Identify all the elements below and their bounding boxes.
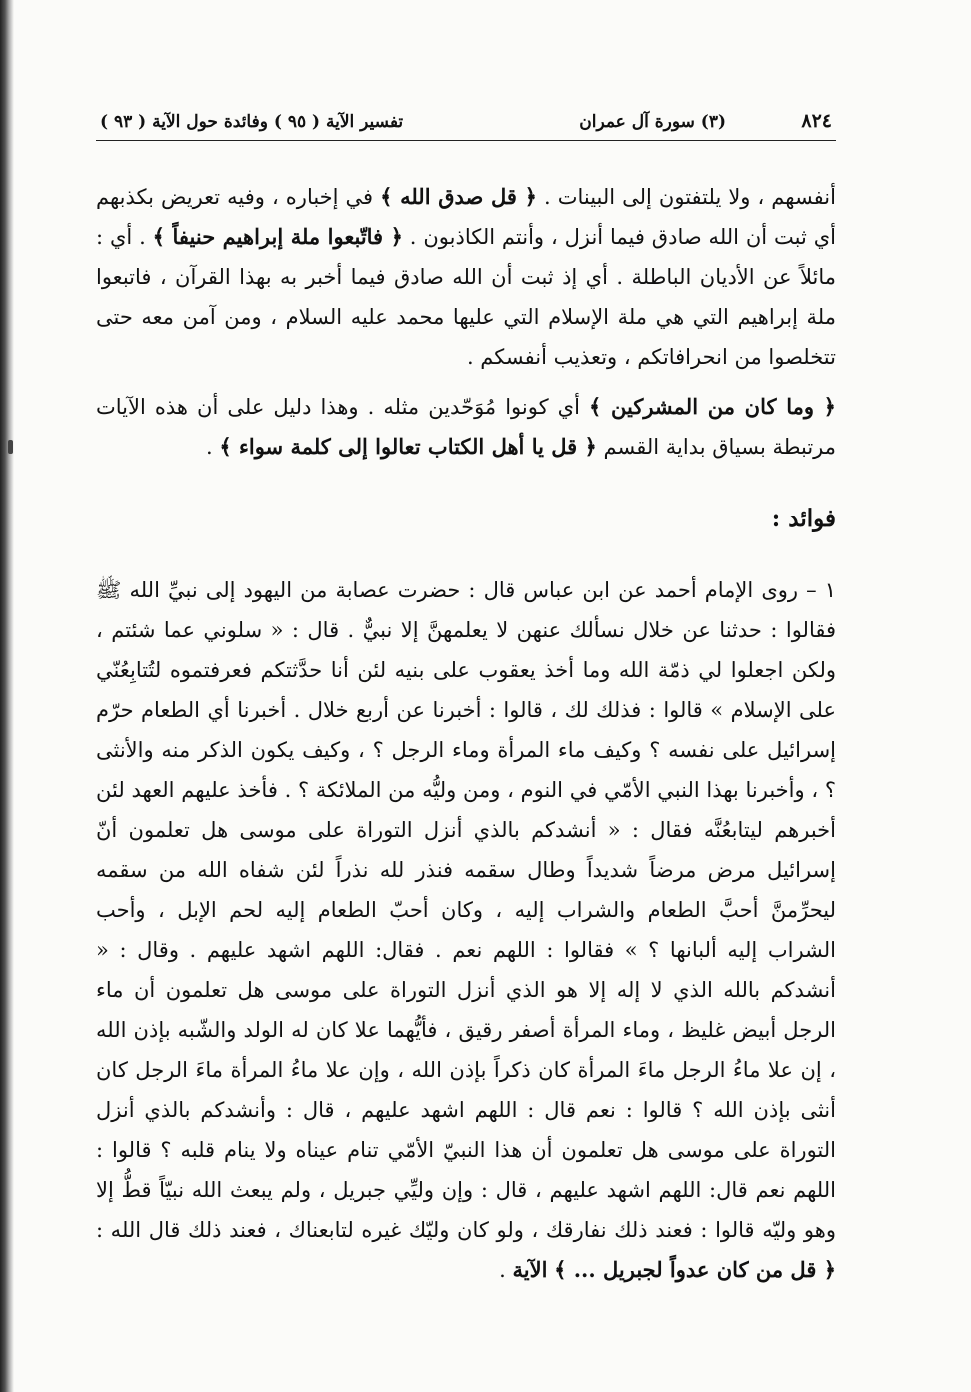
surah-title: (٣) سورة آل عمران <box>579 112 726 132</box>
section-heading: فوائد : <box>771 505 836 532</box>
paragraph-2 <box>96 387 836 467</box>
quran-quote: ﴿ قل يا أهل الكتاب تعالوا إلى كلمة سواء ﴾ <box>219 434 597 459</box>
binding-edge <box>0 0 14 1392</box>
text-run: . أي : مائلاً عن الأديان الباطلة . أي إذ ثبت أن الله صادق فيما أخبر به بهذا القرآن ، فاتبعوا ملة إبراهيم التي هي ملة الإسلام التي عليها محمد عليه السلام ، ومن آمن معه حتى تتخلصوا من انحرافاتكم ، وتعذيب أنفسكم . <box>96 225 836 369</box>
paragraph-1 <box>96 177 836 377</box>
running-header <box>96 100 836 141</box>
quran-quote: ﴿ قل صدق الله ﴾ <box>380 184 537 209</box>
text-run: في إخباره ، وفيه تعريض بكذبهم أي ثبت أن الله صادق فيما أنزل ، وأنتم الكاذبون . <box>96 185 836 249</box>
quran-quote: ﴿ قل من كان عدواً لجبريل ... ﴾ <box>554 1257 836 1282</box>
section-title: تفسير الآية ( ٩٥ ) وفائدة حول الآية ( ٩٣ ) <box>100 112 404 132</box>
scan-speck <box>8 440 13 454</box>
text-run: أي كونوا مُوَحّدين مثله . وهذا دليل على أن هذه الآيات مرتبطة بسياق بداية القسم <box>96 395 836 459</box>
quran-quote: ﴿ وما كان من المشركين ﴾ <box>589 394 836 419</box>
page-number: ٨٢٤ <box>801 110 832 132</box>
text-run: ١ – روى الإمام أحمد عن ابن عباس قال : حضرت عصابة من اليهود إلى نبيِّ الله ﷺ فقالوا : حدثنا عن خلال نسألك عنهن لا يعلمهنَّ إلا نبيٌّ . قال : « سلوني عما شئتم ، ولكن اجعلوا لي ذمّة الله وما أخذ يعقوب على بنيه لئن أنا حدَّثتكم فعرفتموه لتُتابِعُنّي على الإسلام » قالوا : فذلك لك ، قالوا : أخبرنا عن أربع خلال . أخبرنا أي الطعام حرّم إسرائيل على نفسه ؟ وكيف ماء المرأة وماء الرجل ؟ ، وكيف يكون الذكر منه والأنثى ؟ ، وأخبرنا بهذا النبي الأمّي في النوم ، ومن وليُّه من الملائكة ؟ . فأخذ عليهم العهد لئن أخبرهم ليتابعُنَّه فقال : « أنشدكم بالذي أنزل التوراة على موسى هل تعلمون أنّ إسرائيل مرض مرضاً شديداً وطال سقمه فنذر لله نذراً لئن شفاه الله من سقمه ليحرِّمنَّ أحبَّ الطعام والشراب إليه ، وكان أحبّ الطعام إليه لحم الإبل ، وأحب الشراب إليه ألبانها ؟ » فقالوا : اللهم نعم . فقال: اللهم اشهد عليهم . وقال : « أنشدكم بالله الذي لا إله إلا هو الذي أنزل التوراة على موسى هل تعلمون أن ماء الرجل أبيض غليظ ، وماء المرأة أصفر رقيق ، فأيُّهما علا كان له الولد والشّبه بإذن الله ، إن علا ماءُ الرجل ماءَ المرأة كان ذكراً بإذن الله ، وإن علا ماءُ المرأة ماءَ الرجل كان أنثى بإذن الله ؟ قالوا : نعم قال : اللهم اشهد عليهم ، قال : وأنشدكم بالذي أنزل التوراة على موسى هل تعلمون أن هذا النبيّ الأمّي تنام عيناه ولا ينام قلبه ؟ قالوا : اللهم نعم قال: اللهم اشهد عليهم ، قال : وإن وليِّي جبريل ، ولم يبعث الله نبيّاً قطُّ إلا وهو وليّه قالوا : فعند ذلك نفارقك ، ولو كان وليّك غيره لتابعناك ، فعند ذلك قال الله : <box>96 578 836 1242</box>
text-run: . <box>499 1258 513 1282</box>
text-run: أنفسهم ، ولا يلتفتون إلى البينات . <box>536 185 836 209</box>
quran-quote: ﴿ فاتّبعوا ملة إبراهيم حنيفاً ﴾ <box>152 224 403 249</box>
paragraph-3 <box>96 570 836 1290</box>
document-page <box>96 100 836 1360</box>
text-run: . <box>206 435 220 459</box>
verse-ref: الآية <box>512 1257 548 1282</box>
